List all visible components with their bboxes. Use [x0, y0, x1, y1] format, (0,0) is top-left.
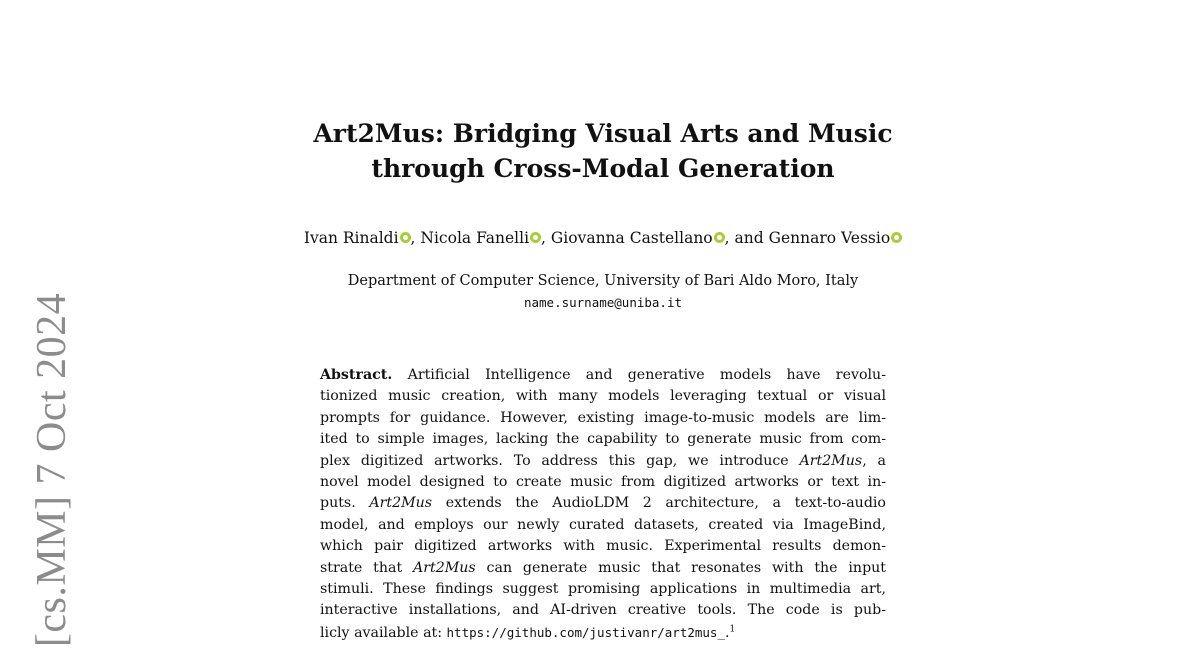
author-name: Giovanna Castellano [550, 229, 713, 247]
orcid-icon[interactable] [891, 232, 902, 243]
abstract-line: prompts for guidance. However, existing image-to-music models are lim- [320, 409, 886, 426]
author-separator: , and [724, 229, 769, 247]
title-line-2: through Cross-Modal Generation [371, 154, 835, 183]
orcid-icon[interactable] [714, 232, 725, 243]
abstract-line: strate that Art2Mus can generate music that resonates with the input [320, 559, 886, 576]
model-name: Art2Mus [799, 452, 863, 469]
author-name: Nicola Fanelli [420, 229, 530, 247]
abstract-line: interactive installations, and AI-driven creative tools. The code is pub- [320, 602, 886, 619]
author-list [240, 229, 966, 247]
abstract-line: stimuli. These findings suggest promising applications in multimedia art, [320, 580, 886, 597]
arxiv-stamp [24, 292, 80, 648]
abstract-line: model, and employs our newly curated datasets, created via ImageBind, [320, 516, 886, 533]
orcid-icon[interactable] [400, 232, 411, 243]
abstract-line: tionized music creation, with many models leveraging textual or visual [320, 388, 886, 405]
abstract [320, 365, 886, 643]
abstract-line: plex digitized artworks. To address this gap, we introduce Art2Mus, a [320, 452, 886, 469]
title-line-1: Art2Mus: Bridging Visual Arts and Music [313, 119, 893, 148]
affiliation: Department of Computer Science, University of Bari Aldo Moro, Italy [347, 273, 859, 289]
abstract-line: Abstract. Artificial Intelligence and generative models have revolu- [320, 367, 886, 383]
abstract-line: which pair digitized artworks with music. Experimental results demon- [320, 538, 886, 555]
footnote-mark[interactable]: 1 [729, 623, 736, 634]
author-name: Ivan Rinaldi [303, 229, 399, 247]
model-name: Art2Mus [413, 559, 476, 576]
arxiv-stamp-text: [cs.MM] 7 Oct 2024 [29, 292, 75, 648]
model-name: Art2Mus [369, 495, 433, 512]
author-separator: , [541, 229, 551, 247]
author-separator: , [410, 229, 421, 247]
affiliation-block [240, 271, 966, 313]
abstract-line: ited to simple images, lacking the capability to generate music from com- [320, 431, 886, 448]
author-name: Gennaro Vessio [768, 229, 891, 247]
abstract-line: licly available at: https://github.com/justivanr/art2mus_.$^1$ [320, 623, 736, 641]
abstract-line: novel model designed to create music from digitized artworks or text in- [320, 473, 886, 490]
contact-email[interactable]: name.surname@uniba.it [523, 295, 683, 310]
orcid-icon[interactable] [530, 232, 541, 243]
code-link[interactable]: https://github.com/justivanr/art2mus_ [446, 624, 725, 640]
abstract-line: puts. Art2Mus extends the AudioLDM 2 architecture, a text-to-audio [320, 495, 886, 512]
abstract-label: Abstract. [320, 367, 393, 383]
paper-title [240, 116, 966, 186]
